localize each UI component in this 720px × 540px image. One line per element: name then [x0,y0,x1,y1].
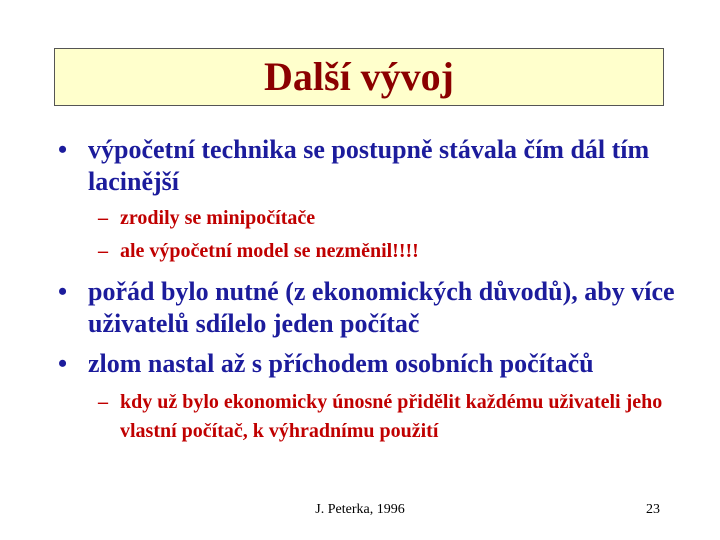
footer-author: J. Peterka, 1996 [315,502,405,517]
sub-bullet-1-2-text: ale výpočetní model se nezměnil!!!! [120,240,419,262]
dash-marker: – [98,240,108,262]
page-number: 23 [646,502,660,517]
dash-marker: – [98,391,108,413]
bullet-marker: • [58,277,68,306]
sub-bullet-1-1-text: zrodily se minipočítače [120,207,316,229]
bullet-marker: • [58,135,68,164]
bullet-1 [58,134,678,198]
bullet-1-text: výpočetní technika se postupně stávala čím dál tím lacinější [88,135,650,196]
sub-bullet-3-1-text: kdy už bylo ekonomicky únosné přidělit každému uživateli jeho vlastní počítač, k výhradnímu použití [120,391,663,442]
bullet-2-text: pořád bylo nutné (z ekonomických důvodů), aby více uživatelů sdílelo jeden počítač [88,277,675,338]
bullet-3-text: zlom nastal až s příchodem osobních počítačů [88,349,594,378]
dash-marker: – [98,207,108,229]
slide-title: Další vývoj [264,54,454,99]
bullet-marker: • [58,349,68,378]
sub-bullet-3-1 [98,388,678,446]
bullet-2 [58,276,678,340]
bullet-3 [58,348,678,380]
sub-bullet-1-2 [98,237,678,266]
sub-bullet-1-1 [98,204,678,233]
